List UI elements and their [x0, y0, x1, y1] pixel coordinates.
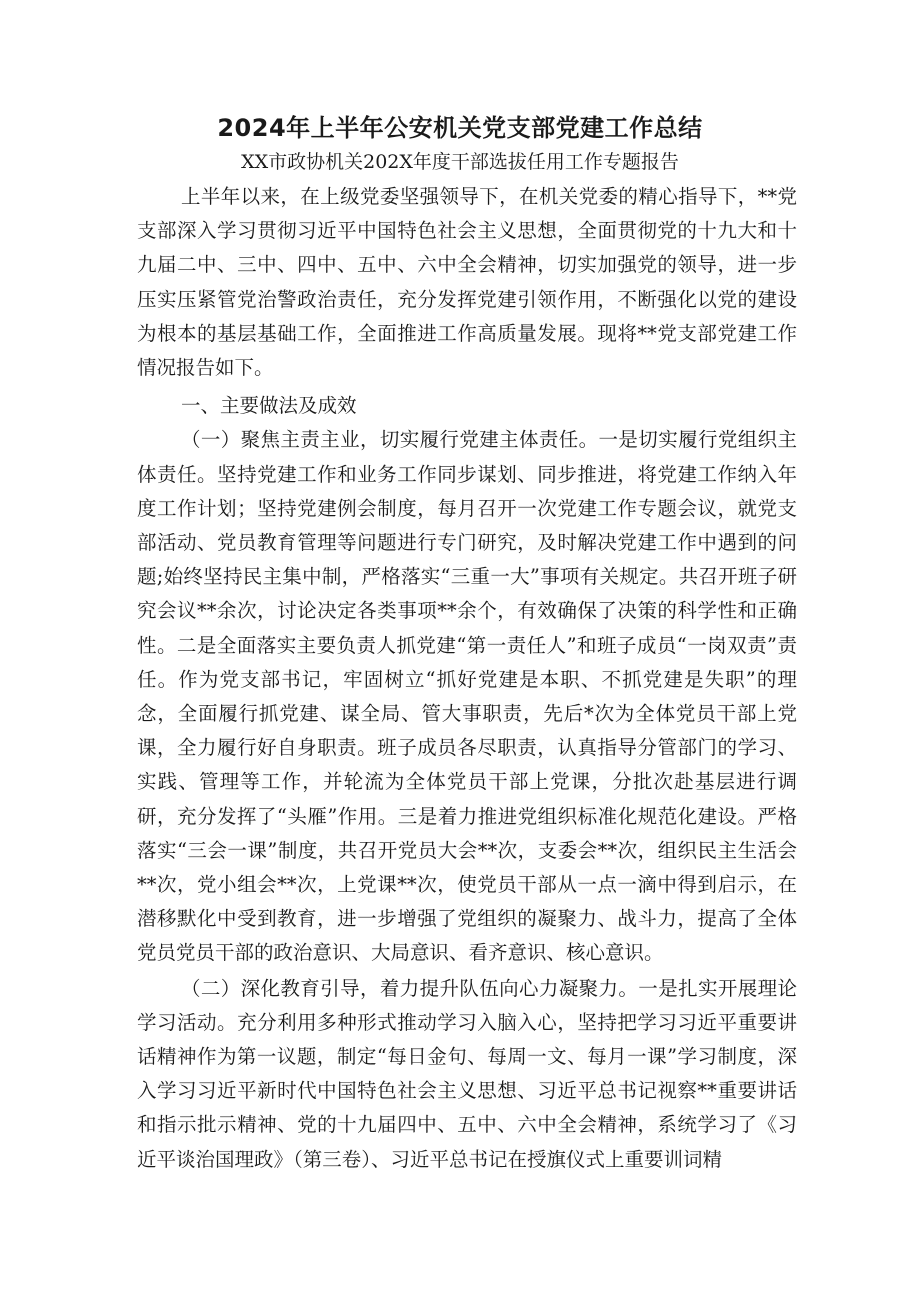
section-heading: 一、主要做法及成效	[181, 394, 357, 418]
body-paragraph-1: （一）聚焦主责主业，切实履行党建主体责任。一是切实履行党组织主体责任。坚持党建工作和业务工作同步谋划、同步推进，将党建工作纳入年度工作计划；坚持党建例会制度，每月召开一次党建工作专题会议，就党支部活动、党员教育管理等问题进行专门研究，及时解决党建工作中遇到的问题;始终坚持民主集中制，严格落实“三重一大”事项有关规定。共召开班子研究会议**余次，讨论决定各类事项**余个，有效确保了决策的科学性和正确性。二是全面落实主要负责人抓党建“第一责任人”和班子成员“一岗双责”责任。作为党支部书记，牢固树立“抓好党建是本职、不抓党建是失职”的理念，全面履行抓党建、谋全局、管大事职责，先后*次为全体党员干部上党课，全力履行好自身职责。班子成员各尽职责，认真指导分管部门的学习、实践、管理等工作，并轮流为全体党员干部上党课，分批次赴基层进行调研，充分发挥了“头雁”作用。三是着力推进党组织标准化规范化建设。严格落实“三会一课”制度，共召开党员大会**次，支委会**次，组织民主生活会**次，党小组会**次，上党课**次，使党员干部从一点一滴中得到启示，在潜移默化中受到教育，进一步增强了党组织的凝聚力、战斗力，提高了全体党员党员干部的政治意识、大局意识、看齐意识、核心意识。	[137, 428, 797, 965]
document-title: 2024年上半年公安机关党支部党建工作总结	[217, 114, 703, 142]
body-paragraph-2: （二）深化教育引导，着力提升队伍向心力凝聚力。一是扎实开展理论学习活动。充分利用多种形式推动学习入脑入心，坚持把学习习近平重要讲话精神作为第一议题，制定“每日金句、每周一文、每月一课”学习制度，深入学习习近平新时代中国特色社会主义思想、习近平总书记视察**重要讲话和指示批示精神、党的十九届四中、五中、六中全会精神，系统学习了《习近平谈治国理政》（第三卷）、习近平总书记在授旗仪式上重要训词精	[137, 976, 797, 1171]
document-body	[137, 180, 797, 1177]
document-subtitle: XX市政协机关202X年度干部选拔任用工作专题报告	[241, 151, 679, 173]
intro-paragraph: 上半年以来，在上级党委坚强领导下，在机关党委的精心指导下，**党支部深入学习贯彻习近平中国特色社会主义思想，全面贯彻党的十九大和十九届二中、三中、四中、五中、六中全会精神，切实加强党的领导，进一步压实压紧管党治警政治责任，充分发挥党建引领作用，不断强化以党的建设为根本的基层基础工作，全面推进工作高质量发展。现将**党支部党建工作情况报告如下。	[137, 185, 797, 380]
